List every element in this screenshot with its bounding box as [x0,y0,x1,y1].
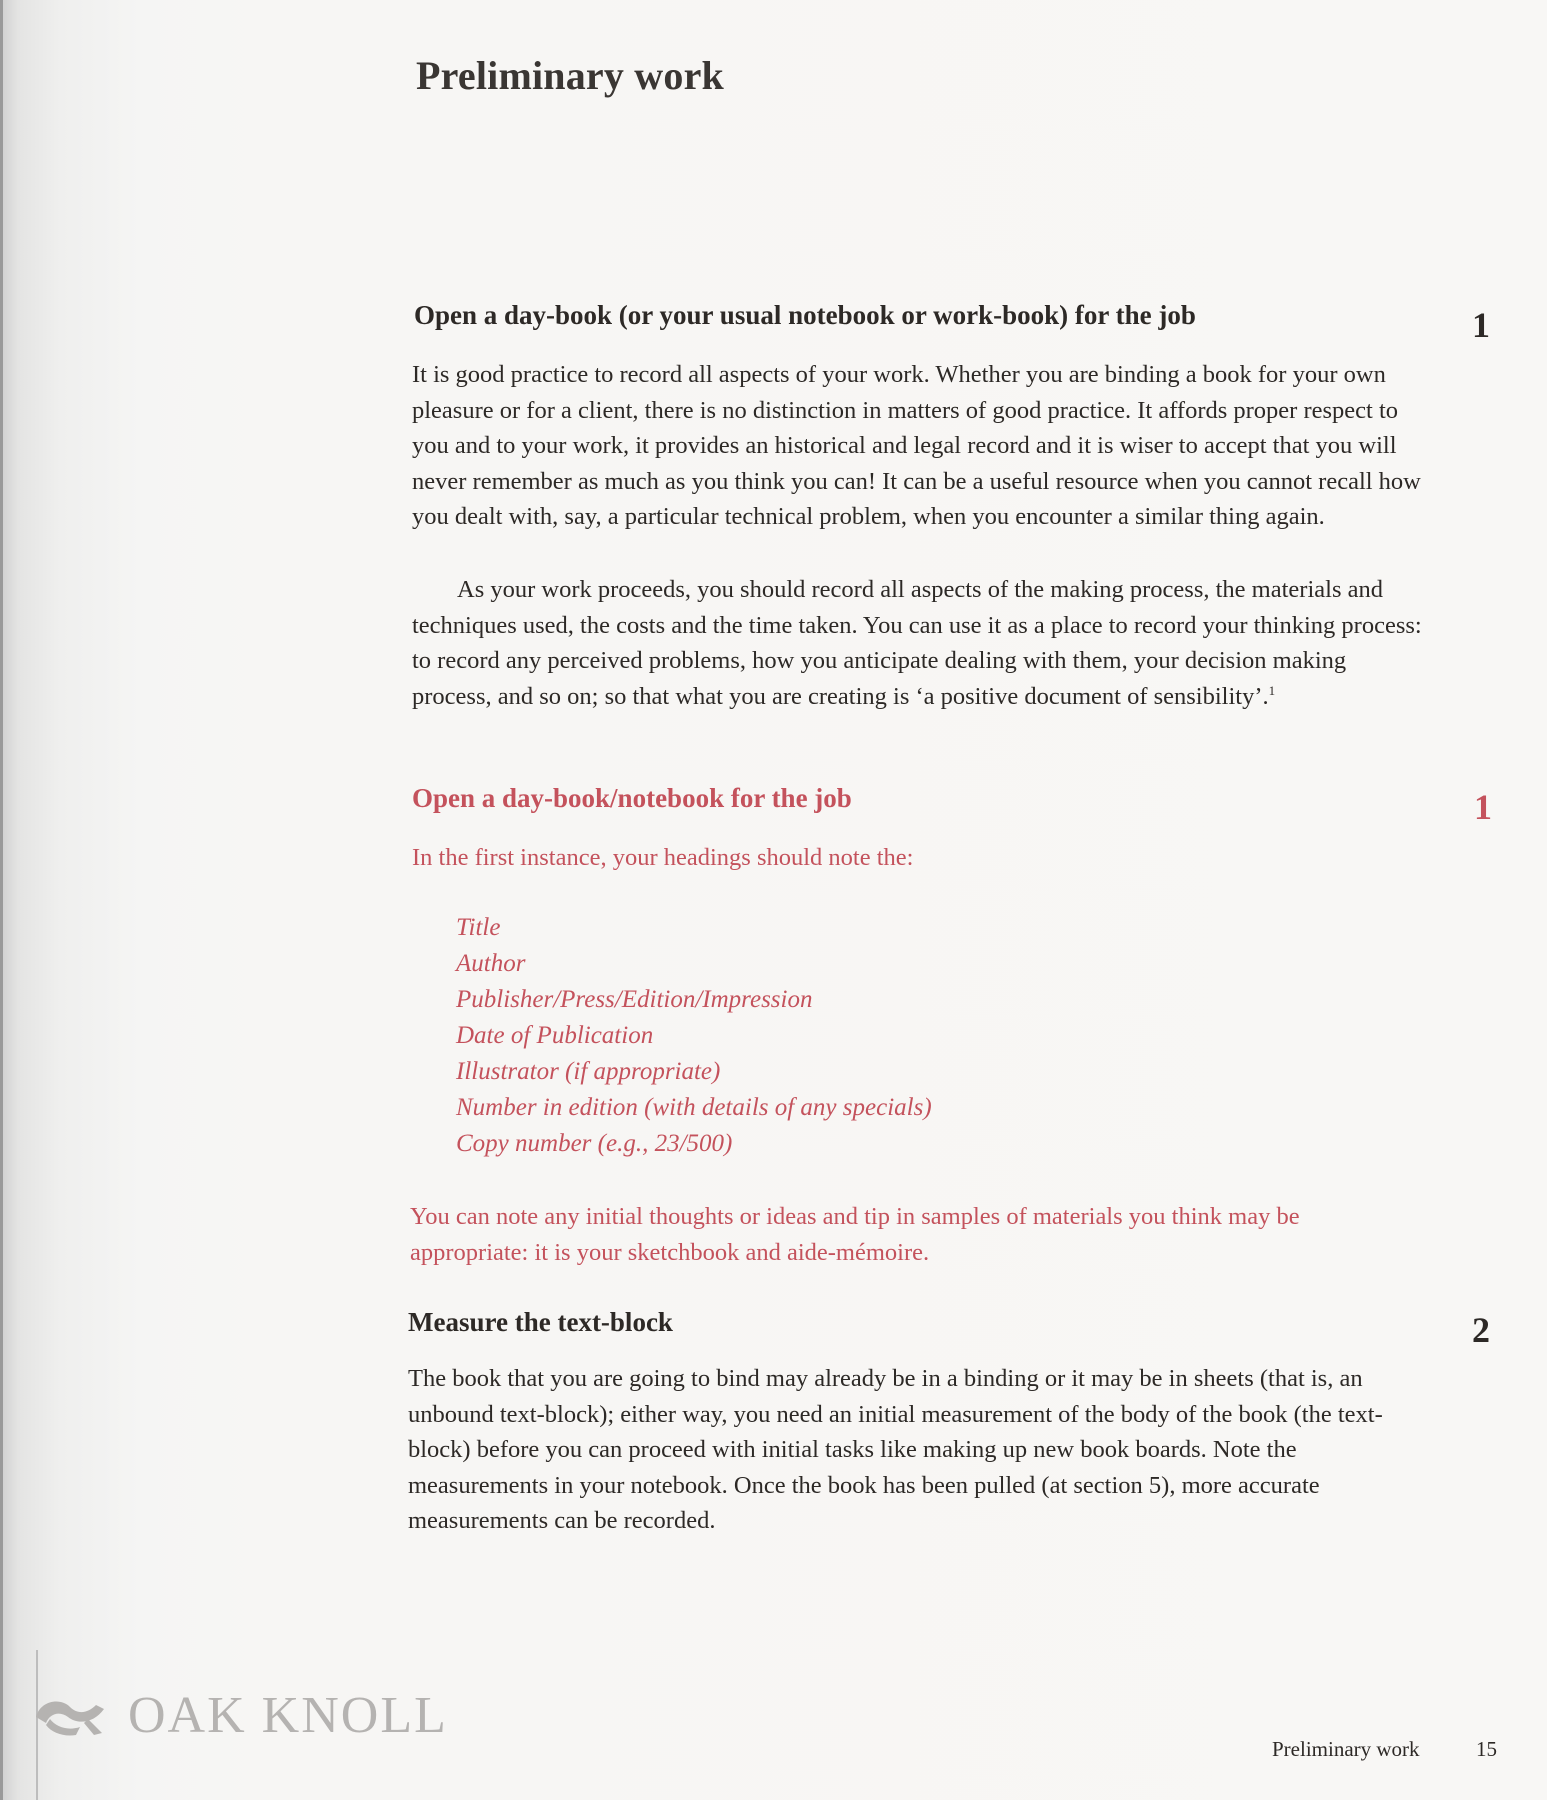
section-1-red-number: 1 [1474,787,1492,827]
oak-knoll-logo-icon [30,1683,110,1743]
section-1-number: 1 [1472,305,1490,345]
list-item: Date of Publication [456,1022,654,1049]
section-1-paragraph-1 [412,357,1424,535]
list-item: Copy number (e.g., 23/500) [456,1130,733,1157]
section-1-paragraph-2-text: As your work proceeds, you should record all aspects of the making process, the materials and techniques used, the costs and the time taken. You can use it as a place to record your thinking process: to record any perceived problems, how you anticipate dealing with them, your decision making process, and so on; so that what you are creating is ‘a positive document of sensibility’. [412,576,1422,710]
list-item: Number in edition (with details of any specials) [456,1094,932,1121]
list-item: Publisher/Press/Edition/Impression [456,986,813,1013]
headings-list [456,910,932,1162]
page-number: 15 [1476,1737,1497,1761]
section-1-red-intro: In the first instance, your headings should note the: [412,844,914,871]
page-title: Preliminary work [416,53,724,98]
list-item: Title [456,914,501,941]
section-1-paragraph-1-text: It is good practice to record all aspects of your work. Whether you are binding a book for your own pleasure or for a client, there is no distinction in matters of good practice. It affords proper respect to you and to your work, it provides an historical and legal record and it is wiser to accept that you will never remember as much as you think you can! It can be a useful resource when you cannot recall how you dealt with, say, a particular technical problem, when you encounter a similar thing again. [412,361,1421,530]
list-item: Author [456,950,526,977]
section-2-number: 2 [1472,1310,1490,1350]
section-1-paragraph-2 [412,572,1424,714]
section-1-red-heading: Open a day-book/notebook for the job [412,783,852,813]
section-2-paragraph: The book that you are going to bind may already be in a binding or it may be in sheets (that is, an unbound text-block); either way, you need an initial measurement of the body of the book (the text-block) before you can proceed with initial tasks like making up new book boards. Note the measurements in your notebook. Once the book has been pulled (at section 5), more accurate measurements can be recorded. [408,1365,1383,1534]
section-1-heading: Open a day-book (or your usual notebook or work-book) for the job [414,300,1196,330]
list-item: Illustrator (if appropriate) [456,1058,721,1085]
footnote-marker: 1 [1268,682,1276,698]
spine-edge [0,0,3,1800]
section-2-heading: Measure the text-block [408,1307,673,1337]
running-footer-title: Preliminary work [1272,1737,1420,1761]
section-1-red-outro: You can note any initial thoughts or ideas and tip in samples of materials you think may be appropriate: it is your sketchbook and aide-mémoire. [410,1203,1300,1266]
watermark-text: OAK KNOLL [128,1687,448,1744]
